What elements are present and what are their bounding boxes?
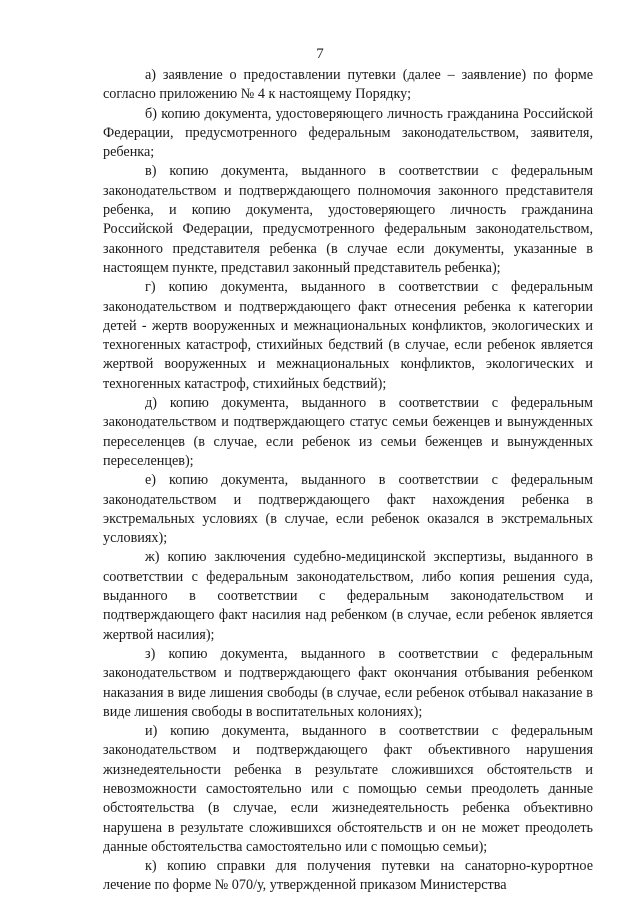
paragraph-i: и) копию документа, выданного в соответствии с федеральным законодательством и подтверждающего факт объективного нарушения жизнедеятельности ребенка в результате сложившихся обстоятельств и невозможности самостоятельно или с помощью семьи преодолеть данные обстоятельства (в случае, если жизнедеятельность ребенка объективно нарушена в результате сложившихся обстоятельств и он не может преодолеть данные обстоятельства самостоятельно или с помощью семьи); <box>103 723 593 855</box>
paragraph-b: б) копию документа, удостоверяющего личность гражданина Российской Федерации, предусмотренного федеральным законодательством, заявителя, ребенка; <box>103 105 593 161</box>
document-body <box>103 66 593 896</box>
paragraph-a: а) заявление о предоставлении путевки (далее – заявление) по форме согласно приложению № 4 к настоящему Порядку; <box>103 67 593 103</box>
paragraph-g: г) копию документа, выданного в соответствии с федеральным законодательством и подтверждающего факт отнесения ребенка к категории детей - жертв вооруженных и межнациональных конфликтов, экологических и техногенных катастроф, стихийных бедствий (в случае, если ребенок является жертвой вооруженных и межнациональных конфликтов, экологических и техногенных катастроф, стихийных бедствий); <box>103 279 593 392</box>
paragraph-d: д) копию документа, выданного в соответствии с федеральным законодательством и подтверждающего статус семьи беженцев и вынужденных переселенцев (в случае, если ребенок из семьи беженцев и вынужденных переселенцев); <box>103 395 593 469</box>
page-number: 7 <box>316 46 324 62</box>
paragraph-z: з) копию документа, выданного в соответствии с федеральным законодательством и подтверждающего факт окончания отбывания ребенком наказания в виде лишения свободы (в случае, если ребенок отбывал наказание в виде лишения свободы в воспитательных колониях); <box>103 645 593 720</box>
paragraph-v: в) копию документа, выданного в соответствии с федеральным законодательством и подтверждающего полномочия законного представителя ребенка, и копию документа, удостоверяющего личность гражданина Российской Федерации, предусмотренного федеральным законодательством, законного представителя ребенка (в случае если документы, указанные в настоящем пункте, представил законный представитель ребенка); <box>103 163 593 276</box>
paragraph-zh: ж) копию заключения судебно-медицинской экспертизы, выданного в соответствии с федеральным законодательством, либо копия решения суда, выданного в соответствии с федеральным законодательством и подтверждающего факт насилия над ребенком (в случае, если ребенок является жертвой насилия); <box>103 549 593 643</box>
paragraph-k: к) копию справки для получения путевки на санаторно-курортное лечение по форме № 070/у, утвержденной приказом Министерства <box>103 858 593 894</box>
paragraph-e: е) копию документа, выданного в соответствии с федеральным законодательством и подтверждающего факт нахождения ребенка в экстремальных условиях (в случае, если ребенок оказался в экстремальных условиях); <box>103 472 593 547</box>
